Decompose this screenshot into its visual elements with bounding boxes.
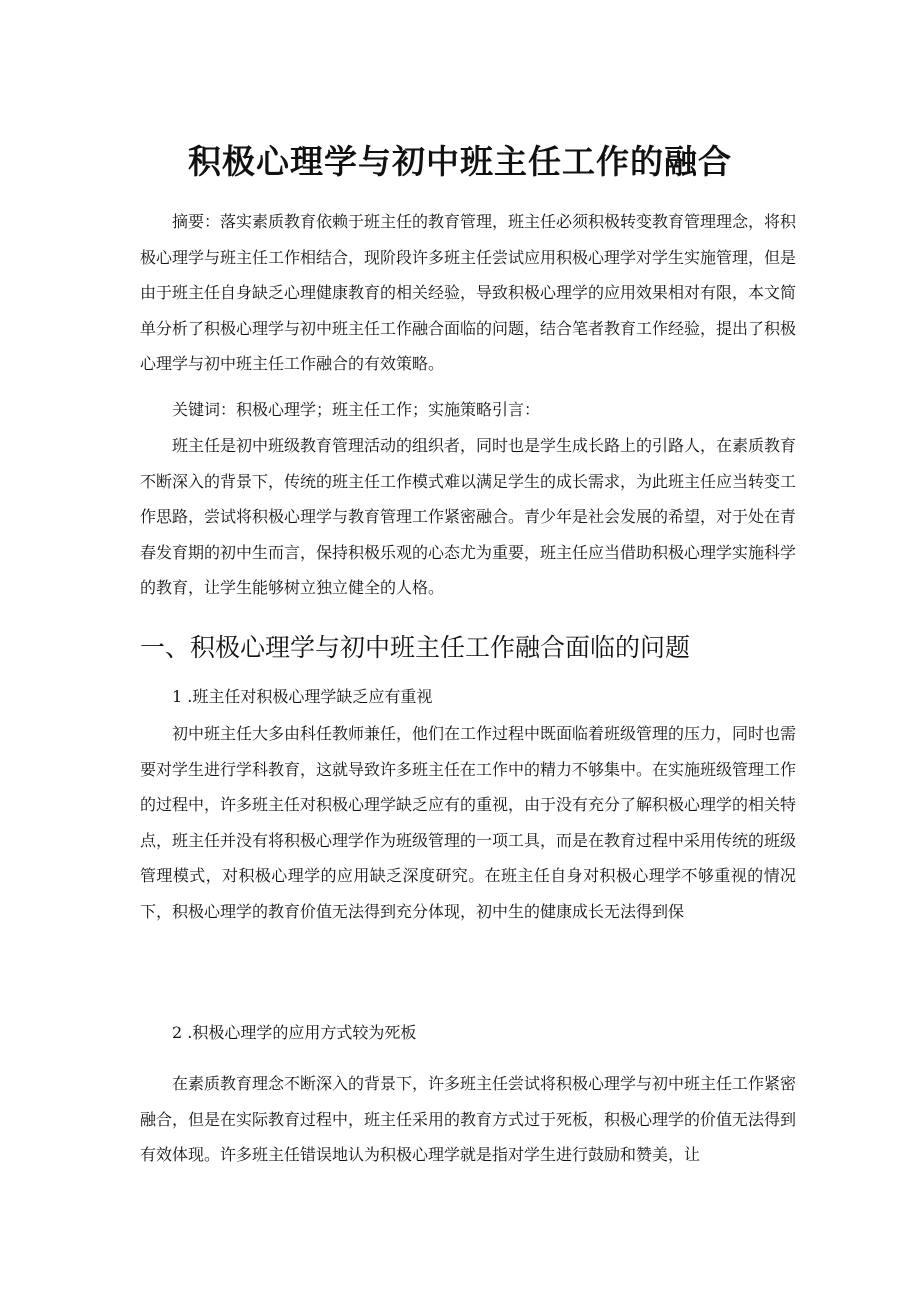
subsection-2-heading: 2 .积极心理学的应用方式较为死板 — [172, 1023, 417, 1042]
subsection-1-heading: 1 .班主任对积极心理学缺乏应有重视 — [172, 687, 433, 706]
subsection-1-paragraph: 初中班主任大多由科任教师兼任，他们在工作过程中既面临着班级管理的压力，同时也需要对学生进行学科教育，这就导致许多班主任在工作中的精力不够集中。在实施班级管理工作的过程中，许多班主任对积极心理学缺乏应有的重视，由于没有充分了解积极心理学的相关特点，班主任并没有将积极心理学作为班级管理的一项工具，而是在教育过程中采用传统的班级管理模式，对积极心理学的应用缺乏深度研究。在班主任自身对积极心理学不够重视的情况下，积极心理学的教育价值无法得到充分体现，初中生的健康成长无法得到保 — [140, 724, 797, 921]
section-1-heading: 一、积极心理学与初中班主任工作融合面临的问题 — [140, 633, 691, 662]
intro-paragraph: 班主任是初中班级教育管理活动的组织者，同时也是学生成长路上的引路人，在素质教育不断深入的背景下，传统的班主任工作模式难以满足学生的成长需求，为此班主任应当转变工作思路，尝试将积极心理学与教育管理工作紧密融合。青少年是社会发展的希望，对于处在青春发育期的初中生而言，保持积极乐观的心态尤为重要，班主任应当借助积极心理学实施科学的教育，让学生能够树立独立健全的人格。 — [140, 436, 797, 597]
abstract-paragraph: 摘要：落实素质教育依赖于班主任的教育管理，班主任必须积极转变教育管理理念，将积极心理学与班主任工作相结合，现阶段许多班主任尝试应用积极心理学对学生实施管理，但是由于班主任自身缺乏心理健康教育的相关经验，导致积极心理学的应用效果相对有限，本文简单分析了积极心理学与初中班主任工作融合面临的问题，结合笔者教育工作经验，提出了积极心理学与初中班主任工作融合的有效策略。 — [140, 212, 797, 373]
keywords-line: 关键词：积极心理学；班主任工作；实施策略引言： — [172, 400, 541, 419]
document-title: 积极心理学与初中班主任工作的融合 — [188, 142, 732, 181]
subsection-2-paragraph: 在素质教育理念不断深入的背景下，许多班主任尝试将积极心理学与初中班主任工作紧密融合，但是在实际教育过程中，班主任采用的教育方式过于死板，积极心理学的价值无法得到有效体现。许多班主任错误地认为积极心理学就是指对学生进行鼓励和赞美，让 — [140, 1074, 797, 1164]
